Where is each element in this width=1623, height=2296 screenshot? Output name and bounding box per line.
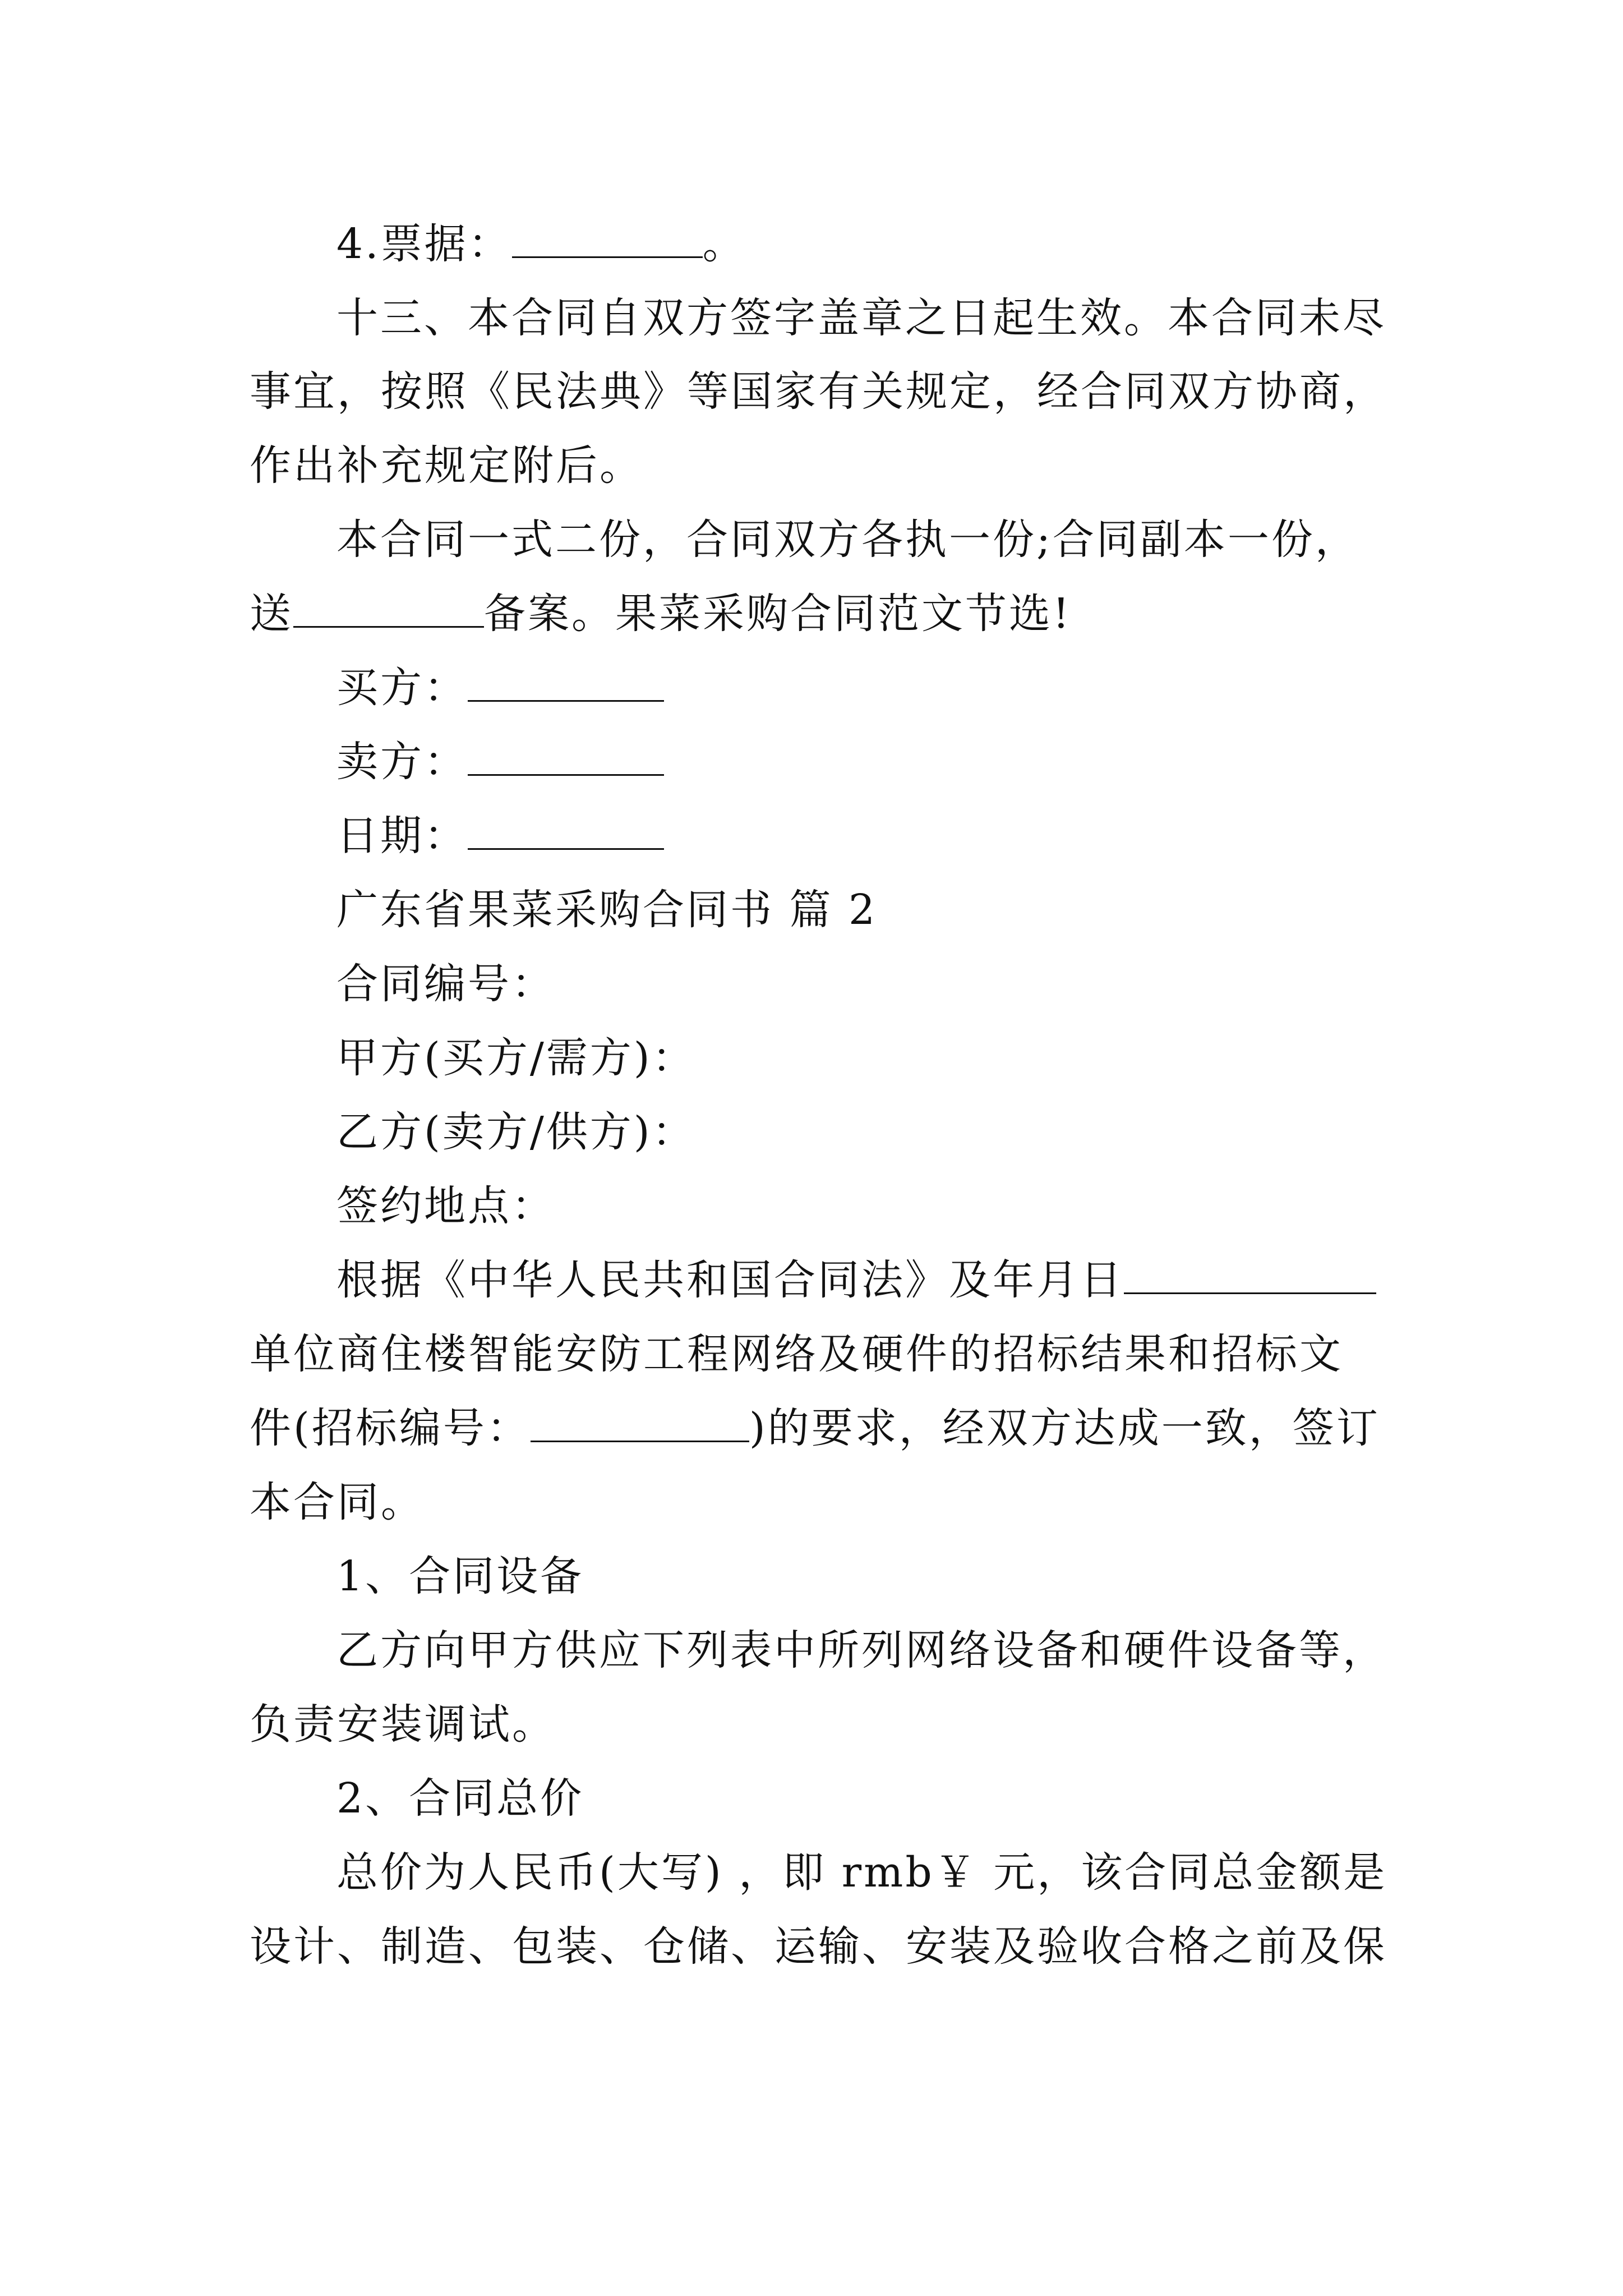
basis-line-2: 单位商住楼智能安防工程网络及硬件的招标结果和招标文: [250, 1330, 1343, 1378]
party-a: 甲方(买方/需方)：: [336, 1034, 696, 1082]
clause-13-line-1: 十三、本合同自双方签字盖章之日起生效。本合同未尽: [336, 294, 1386, 342]
seller-blank: [468, 735, 664, 776]
tender-label: 件(招标编号：: [250, 1404, 531, 1452]
copies-line-2: [250, 586, 1072, 642]
copies-send: 送: [250, 590, 293, 638]
date-label: 日期：: [336, 812, 468, 860]
clause-13-line-3: 作出补充规定附后。: [250, 441, 643, 490]
date-blank: [468, 809, 664, 850]
seller-line: [336, 734, 664, 790]
contract-number: 合同编号：: [336, 960, 555, 1008]
copies-line-1: 本合同一式二份，合同双方各执一份;合同副本一份，: [336, 516, 1359, 564]
section-heading: 广东省果菜采购合同书 篇 2: [336, 886, 878, 934]
basis-blank: [1124, 1253, 1376, 1294]
seller-label: 卖方：: [336, 738, 468, 786]
item-1-heading: 1、合同设备: [336, 1552, 584, 1600]
signing-place: 签约地点：: [336, 1182, 555, 1230]
copies-end: 备案。果菜采购合同范文节选!: [484, 590, 1072, 638]
buyer-label: 买方：: [336, 664, 468, 712]
copies-blank: [293, 587, 484, 628]
basis-line-3: [250, 1400, 1380, 1456]
tender-end: )的要求，经双方达成一致，签订: [749, 1404, 1380, 1452]
basis-line-4: 本合同。: [250, 1478, 425, 1526]
tender-blank: [531, 1401, 749, 1442]
party-b: 乙方(卖方/供方)：: [336, 1108, 696, 1156]
receipt-line: [336, 216, 746, 272]
clause-13-line-2: 事宜，按照《民法典》等国家有关规定，经合同双方协商，: [250, 367, 1387, 416]
item-1-line-2: 负责安装调试。: [250, 1700, 556, 1749]
date-line: [336, 808, 664, 864]
item-1-line-1: 乙方向甲方供应下列表中所列网络设备和硬件设备等，: [336, 1626, 1386, 1674]
item-2-heading: 2、合同总价: [336, 1774, 584, 1823]
item-2-line-1: 总价为人民币(大写) ，即 rmb￥ 元，该合同总金额是: [336, 1848, 1387, 1897]
buyer-blank: [468, 661, 664, 702]
buyer-line: [336, 660, 664, 716]
receipt-label: 4.票据：: [336, 220, 512, 268]
basis-line-1: [336, 1252, 1376, 1308]
item-2-line-2: 设计、制造、包装、仓储、运输、安装及验收合格之前及保: [250, 1922, 1387, 1971]
receipt-blank: [512, 217, 703, 258]
receipt-end: 。: [702, 220, 746, 268]
basis-text: 根据《中华人民共和国合同法》及年月日: [336, 1256, 1124, 1304]
